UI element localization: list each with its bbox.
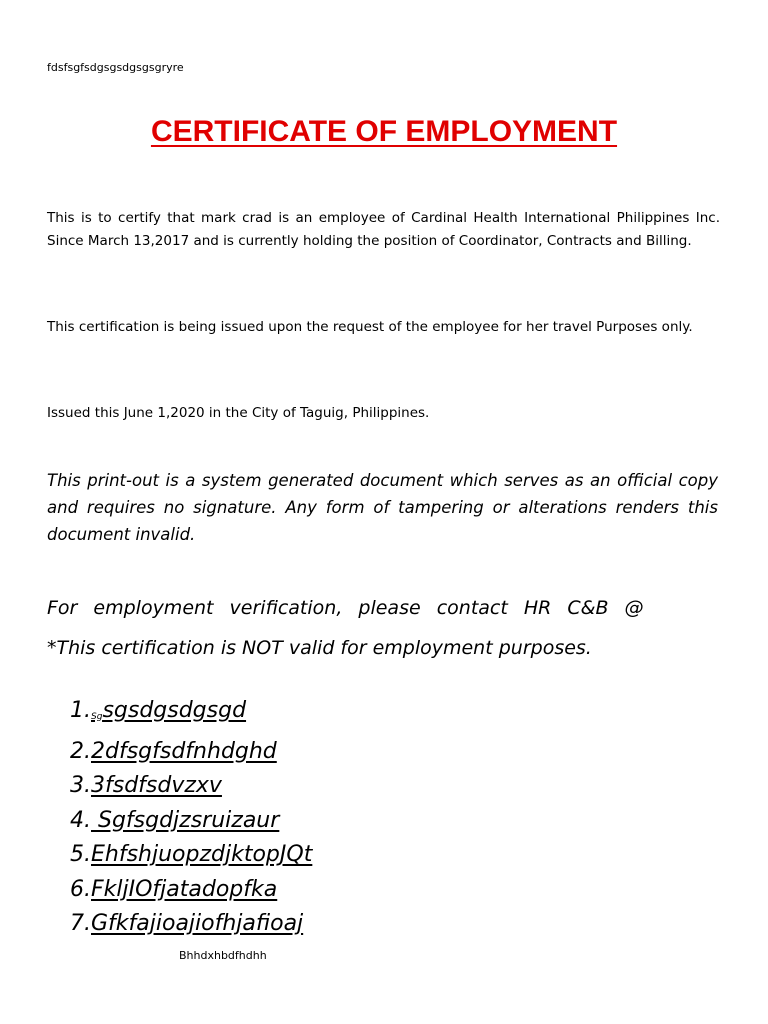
system-generated-notice: This print-out is a system generated document which serves as an official copy and requires no signature. Any form of tampering or alterations renders this document invalid.	[47, 471, 718, 544]
validity-line: *This certification is NOT valid for employment purposes.	[47, 637, 592, 659]
list-item	[70, 769, 312, 804]
issued-paragraph: Issued this June 1,2020 in the City of Taguig, Philippines.	[47, 405, 430, 421]
page-title: CERTIFICATE OF EMPLOYMENT	[150, 115, 618, 148]
list-item	[70, 907, 312, 942]
list-prefix: Sg	[91, 712, 103, 722]
list-text	[91, 698, 246, 723]
list-item-text: FkljIOfjatadopfka	[91, 876, 278, 902]
list-number: 2.	[70, 738, 91, 764]
certification-paragraph: This is to certify that mark crad is an employee of Cardinal Health International Philippines Inc. Since March 13,2017 and is currently holding the position of Coordinator, Contracts and Billing.	[47, 210, 720, 249]
purpose-paragraph: This certification is being issued upon the request of the employee for her travel Purposes only.	[47, 319, 693, 335]
list-number: 7.	[70, 911, 91, 936]
list-number: 1.	[70, 698, 91, 723]
list-item-text: sgsdgsdgsgd	[102, 698, 247, 723]
list-item-text: Sgfsgdjzsruizaur	[91, 807, 280, 833]
list-number: 3.	[70, 773, 91, 798]
header-note: fdsfsgfsdgsgsdgsgsgryre	[47, 61, 184, 74]
list-item-text: Gfkfajioajiofhjafioaj	[91, 911, 304, 936]
list-item-text: EhfshjuopzdjktopJQt	[91, 842, 313, 867]
footer-note: Bhhdxhbdfhdhh	[179, 949, 267, 962]
list-item	[70, 804, 312, 839]
list-item-text: 3fsdfsdvzxv	[91, 773, 222, 798]
list-item	[70, 735, 312, 770]
list-item	[70, 838, 312, 873]
list-number: 4.	[70, 807, 91, 833]
list-item	[70, 694, 312, 735]
numbered-list	[70, 694, 312, 942]
contact-line: For employment verification, please contact HR C&B @	[47, 597, 644, 619]
list-number: 6.	[70, 876, 91, 902]
list-item	[70, 873, 312, 908]
list-number: 5.	[70, 842, 91, 867]
list-item-text: 2dfsgfsdfnhdghd	[91, 738, 277, 764]
